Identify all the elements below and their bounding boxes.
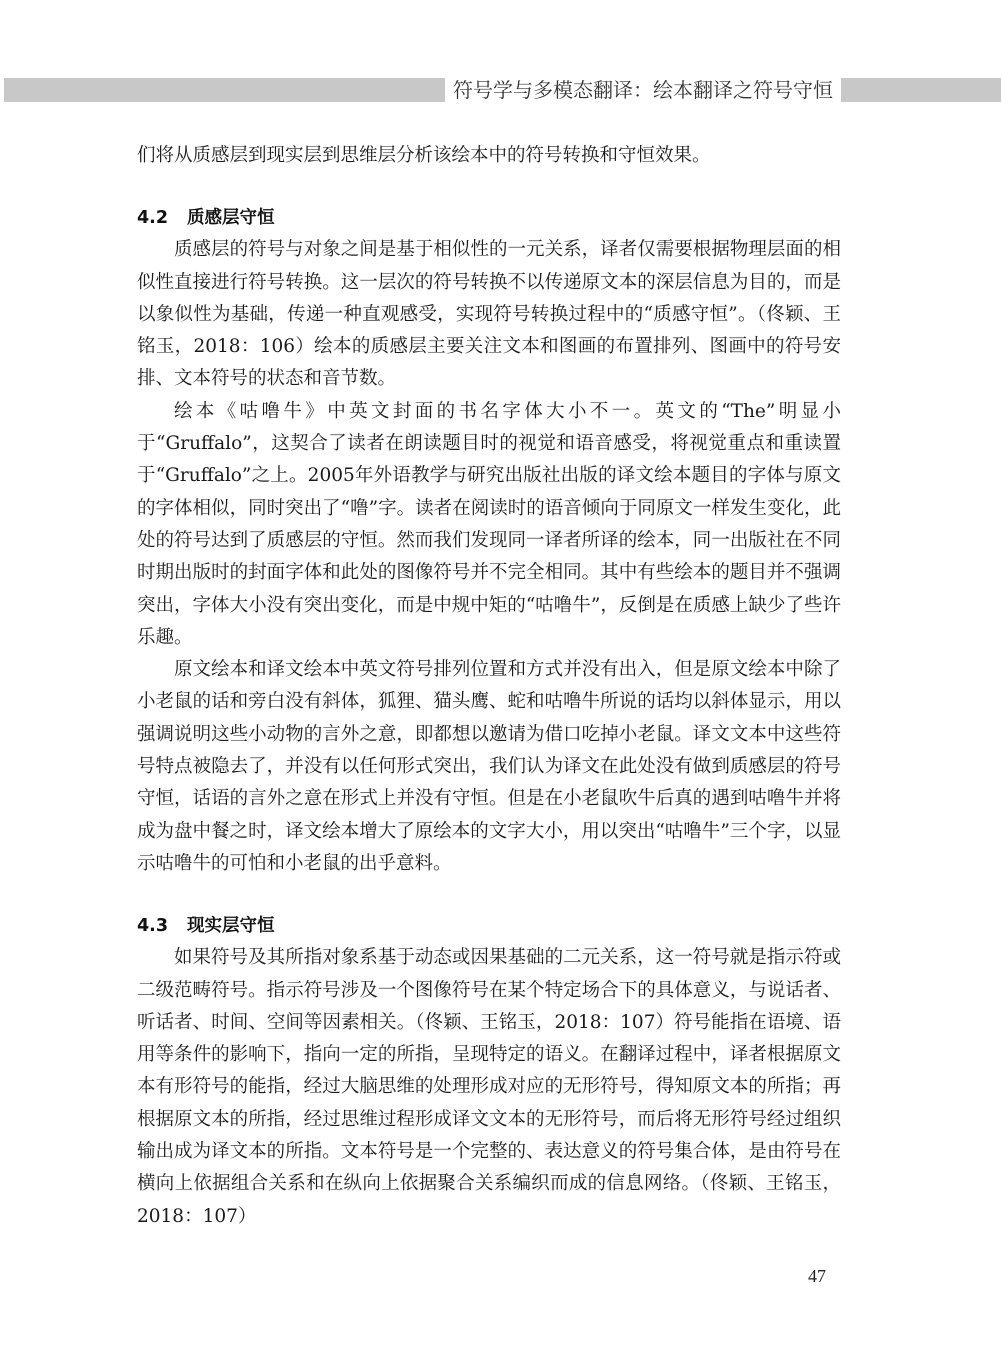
running-header-title: 符号学与多模态翻译：绘本翻译之符号守恒: [445, 74, 841, 106]
body-paragraph: 绘本《咕噜牛》中英文封面的书名字体大小不一。英文的“The”明显小于“Gruffalo”，这契合了读者在朗读题目时的视觉和语音感受，将视觉重点和重读置于“Gruffalo”之上。2005年外语教学与研究出版社出版的译文绘本题目的字体与原文的字体相似，同时突出了“噜”字。读者在阅读时的语音倾向于同原文一样发生变化，此处的符号达到了质感层的守恒。然而我们发现同一译者所译的绘本，同一出版社在不同时期出版时的封面字体和此处的图像符号并不完全相同。其中有些绘本的题目并不强调突出，字体大小没有突出变化，而是中规中矩的“咕噜牛”，反倒是在质感上缺少了些许乐趣。: [137, 400, 841, 648]
body-paragraph: 质感层的符号与对象之间是基于相似性的一元关系，译者仅需要根据物理层面的相似性直接进行符号转换。这一层次的符号转换不以传递原文本的深层信息为目的，而是以象似性为基础，传递一种直观感受，实现符号转换过程中的“质感守恒”。（佟颖、王铭玉，2018：106）绘本的质感层主要关注文本和图画的布置排列、图画中的符号安排、文本符号的状态和音节数。: [137, 239, 841, 390]
section-title: 质感层守恒: [187, 208, 275, 229]
body-paragraph: 如果符号及其所指对象系基于动态或因果基础的二元关系，这一符号就是指示符或二级范畴符号。指示符号涉及一个图像符号在某个特定场合下的具体意义，与说话者、听话者、时间、空间等因素相关。（佟颖、王铭玉，2018：107）符号能指在语境、语用等条件的影响下，指向一定的所指，呈现特定的语义。在翻译过程中，译者根据原文本有形符号的能指，经过大脑思维的处理形成对应的无形符号，得知原文本的所指；再根据原文本的所指，经过思维过程形成译文文本的无形符号，而后将无形符号经过组织输出成为译文本的所指。文本符号是一个完整的、表达意义的符号集合体，是由符号在横向上依据组合关系和在纵向上依据聚合关系编织而成的信息网络。（佟颖、王铭玉，2018：107）: [137, 947, 841, 1227]
section-number: 4.2: [137, 208, 169, 229]
body-paragraph: 原文绘本和译文绘本中英文符号排列位置和方式并没有出入，但是原文绘本中除了小老鼠的话和旁白没有斜体，狐狸、猫头鹰、蛇和咕噜牛所说的话均以斜体显示，用以强调说明这些小动物的言外之意，即都想以邀请为借口吃掉小老鼠。译文文本中这些符号特点被隐去了，并没有以任何形式突出，我们认为译文在此处没有做到质感层的符号守恒，话语的言外之意在形式上并没有守恒。但是在小老鼠吹牛后真的遇到咕噜牛并将成为盘中餐之时，译文绘本增大了原绘本的文字大小，用以突出“咕噜牛”三个字，以显示咕噜牛的可怕和小老鼠的出乎意料。: [137, 659, 841, 874]
section-spacer: [137, 880, 841, 910]
section-number: 4.3: [137, 916, 169, 937]
section-title: 现实层守恒: [187, 916, 275, 937]
page-number: 47: [808, 1266, 826, 1286]
intro-paragraph: 们将从质感层到现实层到思维层分析该绘本中的符号转换和守恒效果。: [137, 145, 711, 166]
section-heading-4-2: [137, 202, 841, 234]
section-spacer: [137, 172, 841, 202]
page-body: [137, 140, 841, 1233]
section-heading-4-3: [137, 910, 841, 942]
